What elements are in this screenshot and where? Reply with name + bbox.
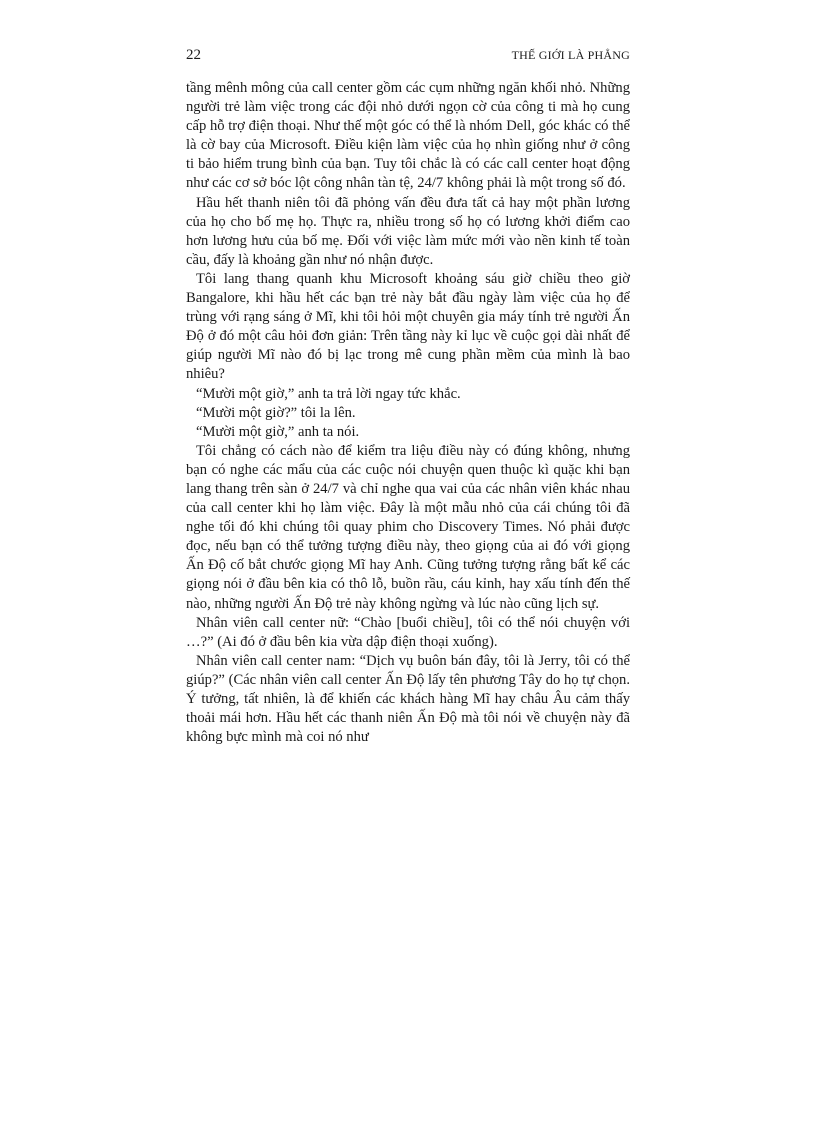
paragraph: Nhân viên call center nữ: “Chào [buổi chiều], tôi có thể nói chuyện với …?” (Ai đó ở đầu bên kia vừa dập điện thoại xuống).: [186, 614, 630, 650]
paragraph: Tôi lang thang quanh khu Microsoft khoảng sáu giờ chiều theo giờ Bangalore, khi hầu hết các bạn trẻ này bắt đầu ngày làm việc của họ để trùng với rạng sáng ở Mĩ, khi tôi hỏi một chuyên gia máy tính trẻ người Ấn Độ ở đó một câu hỏi đơn giản: Trên tầng này kỉ lục về cuộc gọi dài nhất để giúp người Mĩ nào đó bị lạc trong mê cung phần mềm của mình là bao nhiêu?: [186, 270, 630, 383]
body-text: [186, 79, 630, 747]
paragraph-continued: tầng mênh mông của call center gồm các cụm những ngăn khối nhỏ. Những người trẻ làm việc trong các đội nhỏ dưới ngọn cờ của công ti mà họ cung cấp hỗ trợ điện thoại. Như thế một góc có thể là nhóm Dell, góc khác có thể là cờ bay của Microsoft. Điều kiện làm việc của họ nhìn giống như ở công ti bảo hiểm trung bình của bạn. Tuy tôi chắc là có các call center hoạt động như các cơ sở bóc lột công nhân tàn tệ, 24/7 không phải là một trong số đó.: [186, 80, 630, 192]
dialogue-line: “Mười một giờ,” anh ta trả lời ngay tức khắc.: [196, 385, 461, 402]
dialogue-line: “Mười một giờ,” anh ta nói.: [196, 423, 360, 440]
paragraph: Tôi chẳng có cách nào để kiểm tra liệu điều này có đúng không, nhưng bạn có nghe các mẩu của các cuộc nói chuyện quen thuộc kì quặc khi bạn lang thang trên sàn ở 24/7 và chỉ nghe qua vai của các nhân viên khác nhau của call center khi họ làm việc. Đây là một mẫu nhỏ của cái chúng tôi đã nghe tối đó khi chúng tôi quay phim cho Discovery Times. Nó phải được đọc, nếu bạn có thể tưởng tượng điều này, theo giọng của ai đó với giọng Ấn Độ cố bắt chước giọng Mĩ hay Anh. Cũng tưởng tượng rằng bất kể các giọng nói ở đầu bên kia có thô lỗ, buồn rầu, cáu kỉnh, hay xấu tính đến thế nào, những người Ấn Độ trẻ này không ngừng và lúc nào cũng lịch sự.: [186, 442, 630, 612]
paragraph: Hầu hết thanh niên tôi đã phỏng vấn đều đưa tất cả hay một phần lương của họ cho bố mẹ họ. Thực ra, nhiều trong số họ có lương khởi điểm cao hơn lương hưu của bố mẹ. Đối với việc làm mức mới vào nền kinh tế toàn cầu, đấy là khoảng gần như nó nhận được.: [186, 194, 630, 268]
paragraph: Nhân viên call center nam: “Dịch vụ buôn bán đây, tôi là Jerry, tôi có thể giúp?” (Các nhân viên call center Ấn Độ lấy tên phương Tây do họ tự chọn. Ý tưởng, tất nhiên, là để khiến các khách hàng Mĩ hay châu Âu cảm thấy thoải mái hơn. Hầu hết các thanh niên Ấn Độ mà tôi nói về chuyện này đã không bực mình mà coi nó như: [186, 652, 630, 746]
page-number: 22: [186, 47, 201, 63]
running-title: THẾ GIỚI LÀ PHẲNG: [511, 48, 630, 62]
dialogue-line: “Mười một giờ?” tôi la lên.: [196, 404, 356, 421]
